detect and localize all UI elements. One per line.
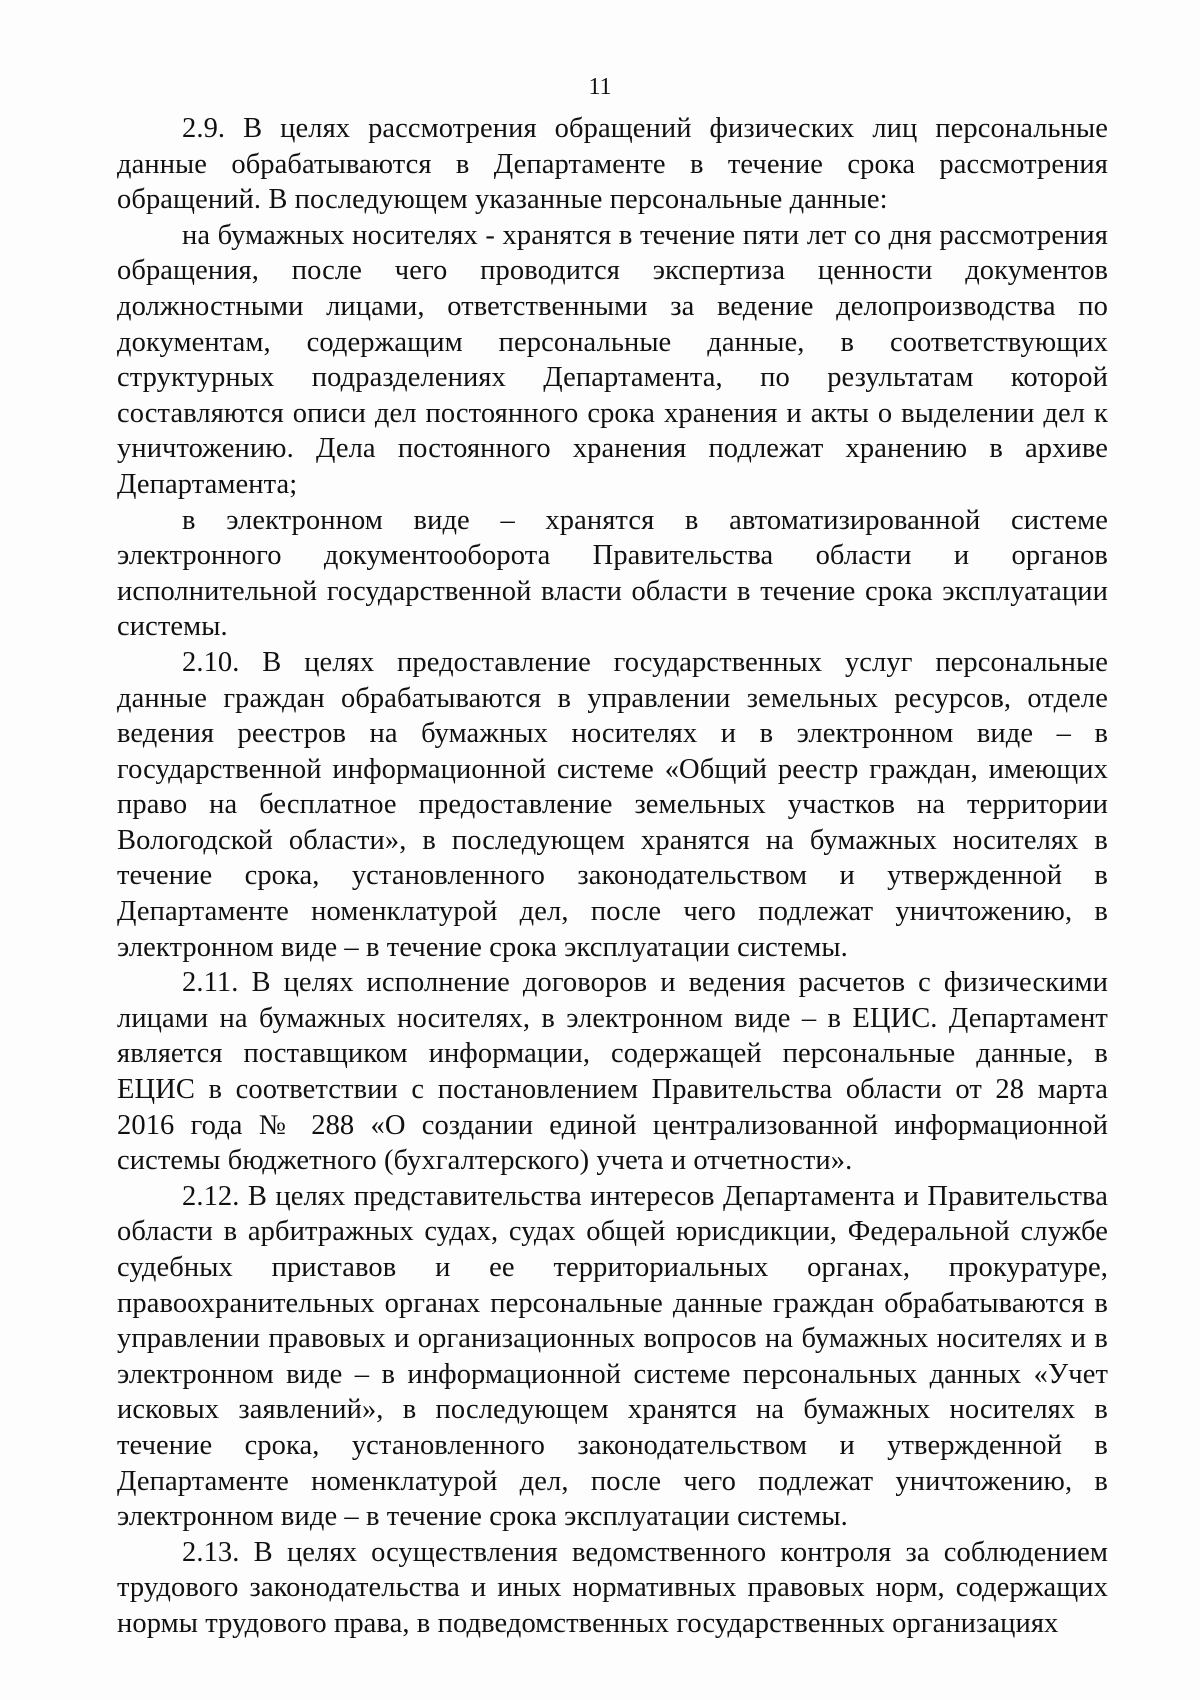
document-body	[117, 111, 1108, 1642]
paragraph-2-10: 2.10. В целях предоставление государственных услуг персональные данные граждан обрабатываются в управлении земельных ресурсов, отделе ведения реестров на бумажных носителях и в электронном виде – в государственной информационной системе «Общий реестр граждан, имеющих право на бесплатное предоставление земельных участков на территории Вологодской области», в последующем хранятся на бумажных носителях в течение срока, установленного законодательством и утвержденной в Департаменте номенклатурой дел, после чего подлежат уничтожению, в электронном виде – в течение срока эксплуатации системы.	[117, 646, 1108, 963]
paragraph-2-9: 2.9. В целях рассмотрения обращений физических лиц персональные данные обрабатываются в Департаменте в течение срока рассмотрения обращений. В последующем указанные персональные данные:	[117, 113, 1108, 216]
paragraph-2-12: 2.12. В целях представительства интересов Департамента и Правительства области в арбитражных судах, судах общей юрисдикции, Федеральной службе судебных приставов и ее территориальных органах, прокуратуре, правоохранительных органах персональные данные граждан обрабатываются в управлении правовых и организационных вопросов на бумажных носителях и в электронном виде – в информационной системе персональных данных «Учет исковых заявлений», в последующем хранятся на бумажных носителях в течение срока, установленного законодательством и утвержденной в Департаменте номенклатурой дел, после чего подлежат уничтожению, в электронном виде – в течение срока эксплуатации системы.	[117, 1180, 1108, 1533]
paragraph-electronic-storage: в электронном виде – хранятся в автоматизированной системе электронного документооборота Правительства области и органов исполнительной государственной власти области в течение срока эксплуатации системы.	[117, 504, 1108, 643]
paragraph-2-13: 2.13. В целях осуществления ведомственного контроля за соблюдением трудового законодательства и иных нормативных правовых норм, содержащих нормы трудового права, в подведомственных государственных организациях	[117, 1536, 1108, 1639]
paragraph-2-11: 2.11. В целях исполнение договоров и ведения расчетов с физическими лицами на бумажных носителях, в электронном виде – в ЕЦИС. Департамент является поставщиком информации, содержащей персональные данные, в ЕЦИС в соответствии с постановлением Правительства области от 28 марта 2016 года № 288 «О создании единой централизованной информационной системы бюджетного (бухгалтерского) учета и отчетности».	[117, 967, 1108, 1177]
page-number: 11	[588, 74, 612, 100]
paragraph-paper-storage: на бумажных носителях - хранятся в течение пяти лет со дня рассмотрения обращения, после чего проводится экспертиза ценности документов должностными лицами, ответственными за ведение делопроизводства по документам, содержащим персональные данные, в соответствующих структурных подразделениях Департамента, по результатам которой составляются описи дел постоянного срока хранения и акты о выделении дел к уничтожению. Дела постоянного хранения подлежат хранению в архиве Департамента;	[117, 219, 1108, 500]
